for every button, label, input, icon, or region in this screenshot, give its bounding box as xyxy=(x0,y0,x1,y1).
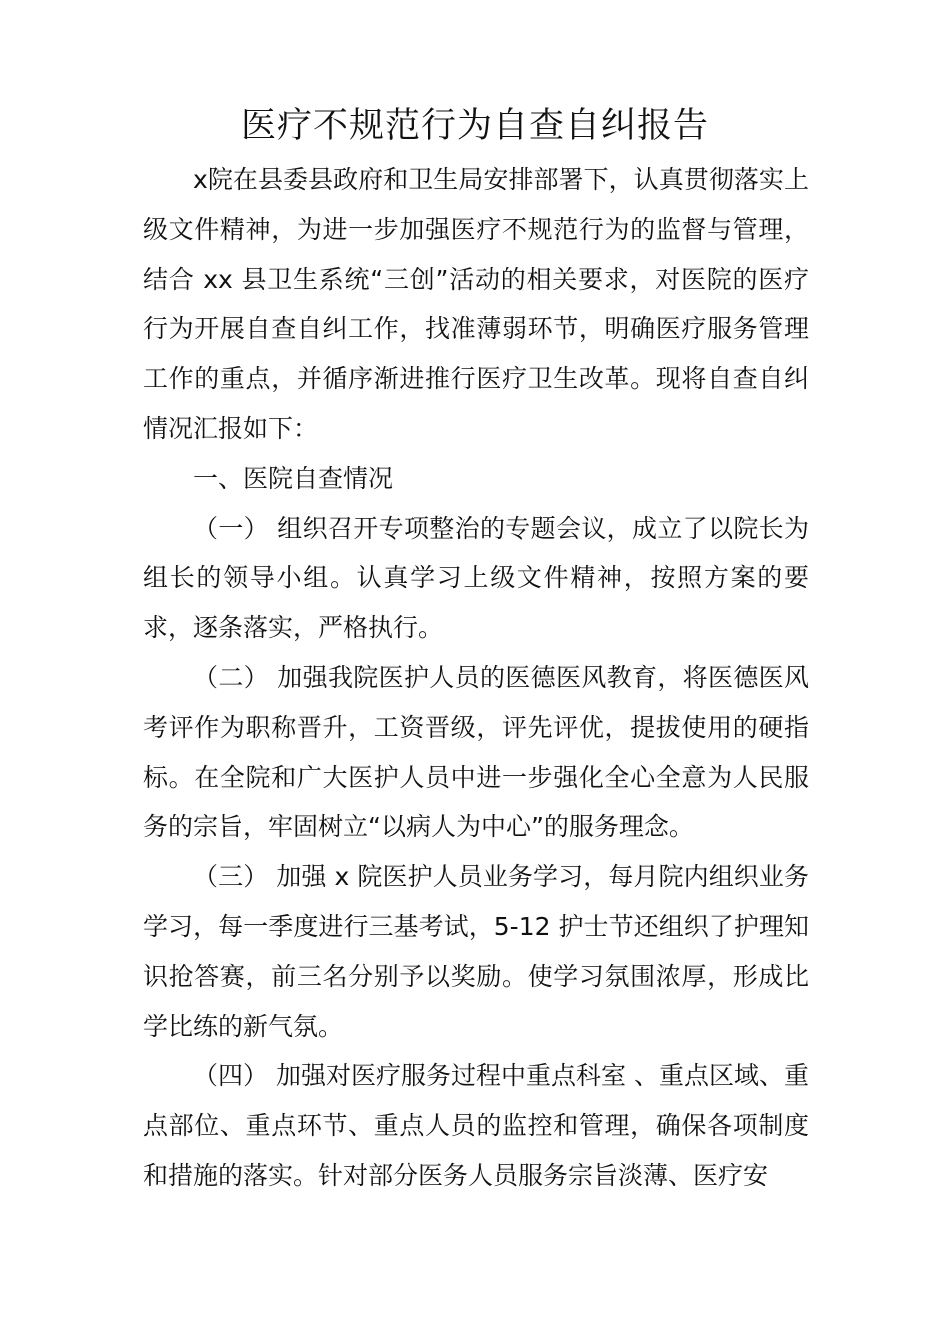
intro-paragraph: x院在县委县政府和卫生局安排部署下，认真贯彻落实上级文件精神，为进一步加强医疗不规范行为的监督与管理，结合 xx 县卫生系统“三创”活动的相关要求，对医院的医疗行为开展自查自纠工作，找准薄弱环节，明确医疗服务管理工作的重点，并循序渐进推行医疗卫生改革。现将自查自纠情况汇报如下： xyxy=(143,165,809,443)
item-paragraph-4: （四） 加强对医疗服务过程中重点科室 、重点区域、重点部位、重点环节、重点人员的监控和管理，确保各项制度和措施的落实。针对部分医务人员服务宗旨淡薄、医疗安 xyxy=(143,1061,809,1190)
document-body xyxy=(143,155,809,1201)
document-title: 医疗不规范行为自查自纠报告 xyxy=(240,106,709,146)
item-paragraph-2: （二） 加强我院医护人员的医德医风教育，将医德医风考评作为职称晋升，工资晋级，评先评优，提拔使用的硬指标。在全院和广大医护人员中进一步强化全心全意为人民服务的宗旨，牢固树立“以病人为中心”的服务理念。 xyxy=(143,662,809,842)
item-paragraph-3: （三） 加强 x 院医护人员业务学习，每月院内组织业务学习，每一季度进行三基考试，5-12 护士节还组织了护理知识抢答赛，前三名分别予以奖励。使学习氛围浓厚，形成比学比练的新气氛。 xyxy=(143,862,809,1041)
item-paragraph-1: （一） 组织召开专项整治的专题会议，成立了以院长为组长的领导小组。认真学习上级文件精神，按照方案的要求，逐条落实，严格执行。 xyxy=(143,513,809,643)
section-heading-self-inspection: 一、医院自查情况 xyxy=(193,463,394,493)
